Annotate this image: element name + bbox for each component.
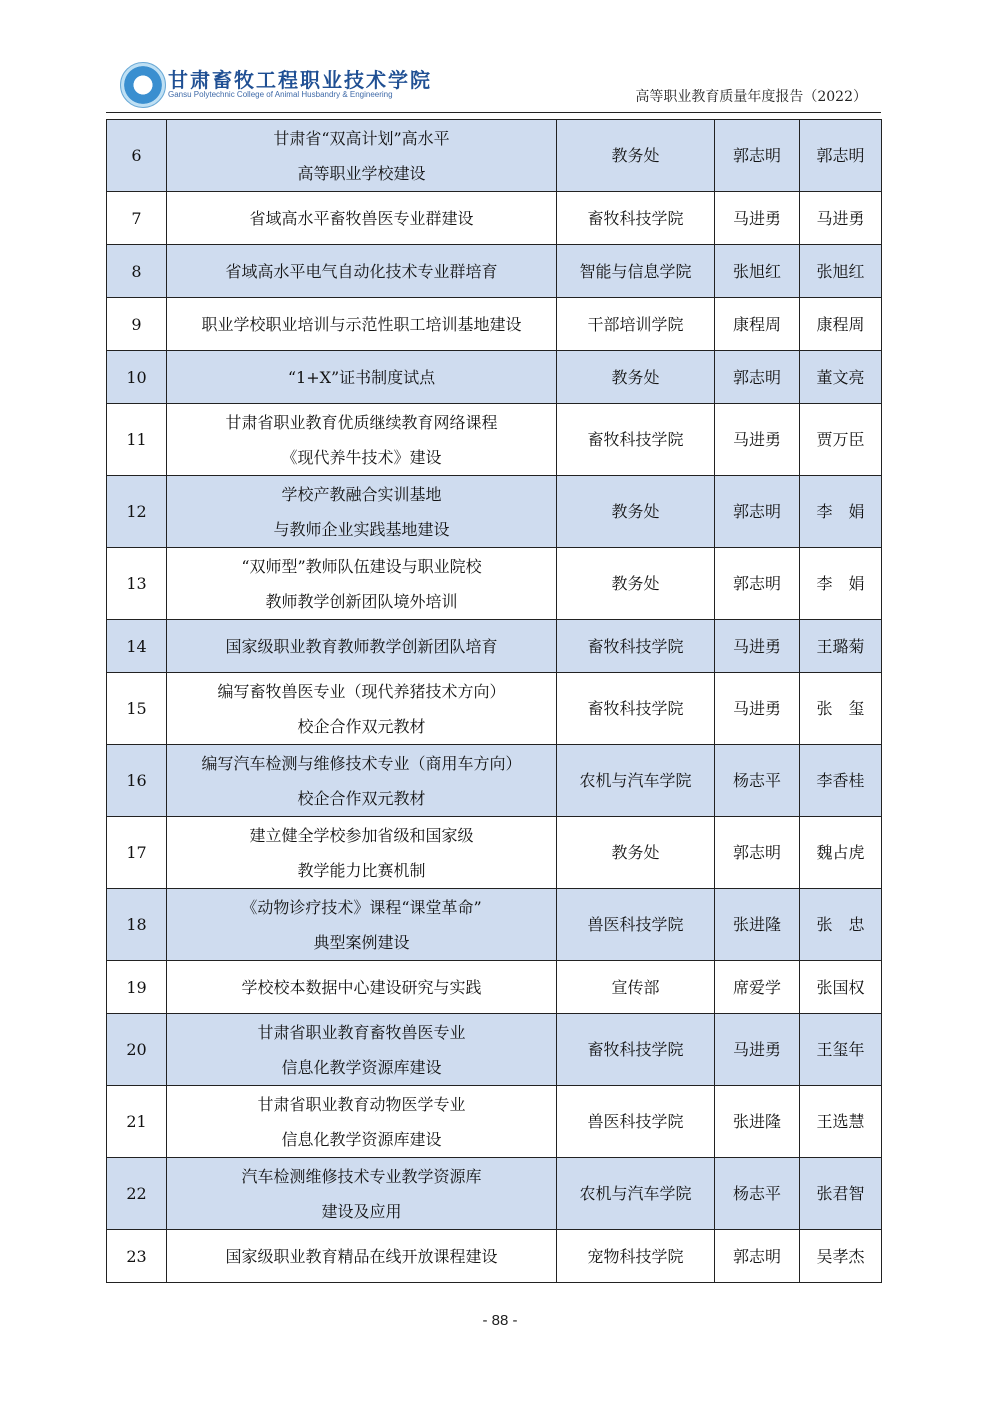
row-number: 15 bbox=[107, 673, 167, 745]
project-name-cell bbox=[167, 889, 557, 961]
department-cell: 兽医科技学院 bbox=[557, 889, 715, 961]
row-number: 7 bbox=[107, 192, 167, 245]
department-cell: 畜牧科技学院 bbox=[557, 1014, 715, 1086]
table-row bbox=[107, 1230, 882, 1283]
leader-cell: 郭志明 bbox=[715, 817, 800, 889]
department-cell: 教务处 bbox=[557, 120, 715, 192]
owner-cell: 吴孝杰 bbox=[800, 1230, 882, 1283]
row-number: 18 bbox=[107, 889, 167, 961]
table-row bbox=[107, 192, 882, 245]
project-name-cell bbox=[167, 817, 557, 889]
project-name-line: 甘肃省职业教育优质继续教育网络课程 bbox=[225, 412, 498, 432]
department-cell: 畜牧科技学院 bbox=[557, 404, 715, 476]
project-name-line: 省域高水平电气自动化技术专业群培育 bbox=[225, 261, 498, 281]
project-name-cell bbox=[167, 1014, 557, 1086]
project-name-line: 《动物诊疗技术》课程“课堂革命” bbox=[241, 897, 482, 917]
project-name-line: 教师教学创新团队境外培训 bbox=[265, 591, 458, 611]
leader-cell: 郭志明 bbox=[715, 1230, 800, 1283]
project-name-line: 汽车检测维修技术专业教学资源库 bbox=[241, 1166, 482, 1186]
owner-cell: 张 忠 bbox=[800, 889, 882, 961]
row-number: 8 bbox=[107, 245, 167, 298]
school-name-cn: 甘肃畜牧工程职业技术学院 bbox=[168, 68, 432, 92]
project-name-line: 国家级职业教育精品在线开放课程建设 bbox=[225, 1246, 498, 1266]
leader-cell: 席爱学 bbox=[715, 961, 800, 1014]
owner-cell: 魏占虎 bbox=[800, 817, 882, 889]
project-name-cell bbox=[167, 245, 557, 298]
table-row bbox=[107, 351, 882, 404]
project-name-cell bbox=[167, 1230, 557, 1283]
project-name-line: 典型案例建设 bbox=[313, 932, 410, 952]
department-cell: 畜牧科技学院 bbox=[557, 620, 715, 673]
leader-cell: 马进勇 bbox=[715, 404, 800, 476]
table-row bbox=[107, 817, 882, 889]
owner-cell: 郭志明 bbox=[800, 120, 882, 192]
project-name-cell bbox=[167, 476, 557, 548]
owner-cell: 张 玺 bbox=[800, 673, 882, 745]
project-name-line: 职业学校职业培训与示范性职工培训基地建设 bbox=[201, 314, 522, 334]
row-number: 16 bbox=[107, 745, 167, 817]
leader-cell: 张进隆 bbox=[715, 889, 800, 961]
row-number: 13 bbox=[107, 548, 167, 620]
project-name-cell bbox=[167, 673, 557, 745]
department-cell: 教务处 bbox=[557, 351, 715, 404]
project-name-cell bbox=[167, 548, 557, 620]
department-cell: 畜牧科技学院 bbox=[557, 673, 715, 745]
department-cell: 教务处 bbox=[557, 476, 715, 548]
department-cell: 教务处 bbox=[557, 817, 715, 889]
project-name-cell bbox=[167, 404, 557, 476]
leader-cell: 马进勇 bbox=[715, 1014, 800, 1086]
project-name-line: 教学能力比赛机制 bbox=[297, 860, 426, 880]
project-name-line: 国家级职业教育教师教学创新团队培育 bbox=[225, 636, 498, 656]
department-cell: 干部培训学院 bbox=[557, 298, 715, 351]
project-name-cell bbox=[167, 120, 557, 192]
owner-cell: 李 娟 bbox=[800, 548, 882, 620]
row-number: 19 bbox=[107, 961, 167, 1014]
owner-cell: 王玺年 bbox=[800, 1014, 882, 1086]
table-row bbox=[107, 548, 882, 620]
project-table bbox=[106, 119, 882, 1283]
project-name-line: 建设及应用 bbox=[321, 1201, 402, 1221]
project-name-cell bbox=[167, 1086, 557, 1158]
table-row bbox=[107, 245, 882, 298]
project-name-line: 编写畜牧兽医专业（现代养猪技术方向） bbox=[217, 681, 506, 701]
owner-cell: 董文亮 bbox=[800, 351, 882, 404]
owner-cell: 李香桂 bbox=[800, 745, 882, 817]
table-row bbox=[107, 889, 882, 961]
row-number: 10 bbox=[107, 351, 167, 404]
project-name-line: 高等职业学校建设 bbox=[297, 163, 426, 183]
row-number: 23 bbox=[107, 1230, 167, 1283]
owner-cell: 张君智 bbox=[800, 1158, 882, 1230]
department-cell: 农机与汽车学院 bbox=[557, 745, 715, 817]
row-number: 21 bbox=[107, 1086, 167, 1158]
leader-cell: 马进勇 bbox=[715, 620, 800, 673]
leader-cell: 郭志明 bbox=[715, 548, 800, 620]
leader-cell: 郭志明 bbox=[715, 476, 800, 548]
department-cell: 畜牧科技学院 bbox=[557, 192, 715, 245]
project-name-line: 学校校本数据中心建设研究与实践 bbox=[241, 977, 482, 997]
page-number: - 88 - bbox=[482, 1312, 518, 1329]
row-number: 11 bbox=[107, 404, 167, 476]
department-cell: 宠物科技学院 bbox=[557, 1230, 715, 1283]
project-name-cell bbox=[167, 620, 557, 673]
project-name-line: 校企合作双元教材 bbox=[297, 716, 426, 736]
page-header bbox=[106, 56, 881, 112]
project-name-line: 甘肃省职业教育畜牧兽医专业 bbox=[257, 1022, 466, 1042]
table-row bbox=[107, 961, 882, 1014]
project-name-cell bbox=[167, 298, 557, 351]
school-logo-icon bbox=[120, 62, 166, 108]
owner-cell: 张国权 bbox=[800, 961, 882, 1014]
table-row bbox=[107, 120, 882, 192]
table-row bbox=[107, 476, 882, 548]
department-cell: 智能与信息学院 bbox=[557, 245, 715, 298]
project-name-line: 建立健全学校参加省级和国家级 bbox=[249, 825, 474, 845]
row-number: 12 bbox=[107, 476, 167, 548]
project-name-line: 信息化教学资源库建设 bbox=[281, 1129, 442, 1149]
leader-cell: 杨志平 bbox=[715, 745, 800, 817]
leader-cell: 杨志平 bbox=[715, 1158, 800, 1230]
leader-cell: 张旭红 bbox=[715, 245, 800, 298]
project-name-line: “双师型”教师队伍建设与职业院校 bbox=[241, 556, 482, 576]
leader-cell: 马进勇 bbox=[715, 192, 800, 245]
table-row bbox=[107, 1158, 882, 1230]
project-name-line: 编写汽车检测与维修技术专业（商用车方向） bbox=[201, 753, 522, 773]
project-name-cell bbox=[167, 192, 557, 245]
leader-cell: 马进勇 bbox=[715, 673, 800, 745]
project-name-line: 《现代养牛技术》建设 bbox=[281, 447, 442, 467]
row-number: 22 bbox=[107, 1158, 167, 1230]
project-name-line: 信息化教学资源库建设 bbox=[281, 1057, 442, 1077]
owner-cell: 马进勇 bbox=[800, 192, 882, 245]
table-row bbox=[107, 1014, 882, 1086]
leader-cell: 郭志明 bbox=[715, 120, 800, 192]
project-name-line: 甘肃省职业教育动物医学专业 bbox=[257, 1094, 466, 1114]
project-name-line: 省域高水平畜牧兽医专业群建设 bbox=[249, 208, 474, 228]
project-name-line: 与教师企业实践基地建设 bbox=[273, 519, 450, 539]
project-name-cell bbox=[167, 351, 557, 404]
project-name-line: 校企合作双元教材 bbox=[297, 788, 426, 808]
table-row bbox=[107, 404, 882, 476]
table-row bbox=[107, 673, 882, 745]
department-cell: 宣传部 bbox=[557, 961, 715, 1014]
owner-cell: 康程周 bbox=[800, 298, 882, 351]
table-row bbox=[107, 1086, 882, 1158]
school-name-en: Gansu Polytechnic College of Animal Husbandry & Engineering bbox=[168, 90, 393, 99]
leader-cell: 康程周 bbox=[715, 298, 800, 351]
owner-cell: 张旭红 bbox=[800, 245, 882, 298]
department-cell: 教务处 bbox=[557, 548, 715, 620]
project-name-cell bbox=[167, 745, 557, 817]
project-name-line: “1+X”证书制度试点 bbox=[287, 367, 436, 387]
owner-cell: 王璐菊 bbox=[800, 620, 882, 673]
project-name-line: 甘肃省“双高计划”高水平 bbox=[273, 128, 450, 148]
row-number: 9 bbox=[107, 298, 167, 351]
header-divider bbox=[106, 112, 881, 113]
row-number: 20 bbox=[107, 1014, 167, 1086]
owner-cell: 王选慧 bbox=[800, 1086, 882, 1158]
project-name-cell bbox=[167, 961, 557, 1014]
row-number: 6 bbox=[107, 120, 167, 192]
table-row bbox=[107, 620, 882, 673]
owner-cell: 李 娟 bbox=[800, 476, 882, 548]
table-row bbox=[107, 745, 882, 817]
project-table-body bbox=[107, 120, 882, 1283]
row-number: 17 bbox=[107, 817, 167, 889]
department-cell: 农机与汽车学院 bbox=[557, 1158, 715, 1230]
owner-cell: 贾万臣 bbox=[800, 404, 882, 476]
project-name-line: 学校产教融合实训基地 bbox=[281, 484, 442, 504]
project-name-cell bbox=[167, 1158, 557, 1230]
department-cell: 兽医科技学院 bbox=[557, 1086, 715, 1158]
row-number: 14 bbox=[107, 620, 167, 673]
report-title: 高等职业教育质量年度报告（2022） bbox=[635, 89, 867, 105]
leader-cell: 张进隆 bbox=[715, 1086, 800, 1158]
leader-cell: 郭志明 bbox=[715, 351, 800, 404]
table-row bbox=[107, 298, 882, 351]
